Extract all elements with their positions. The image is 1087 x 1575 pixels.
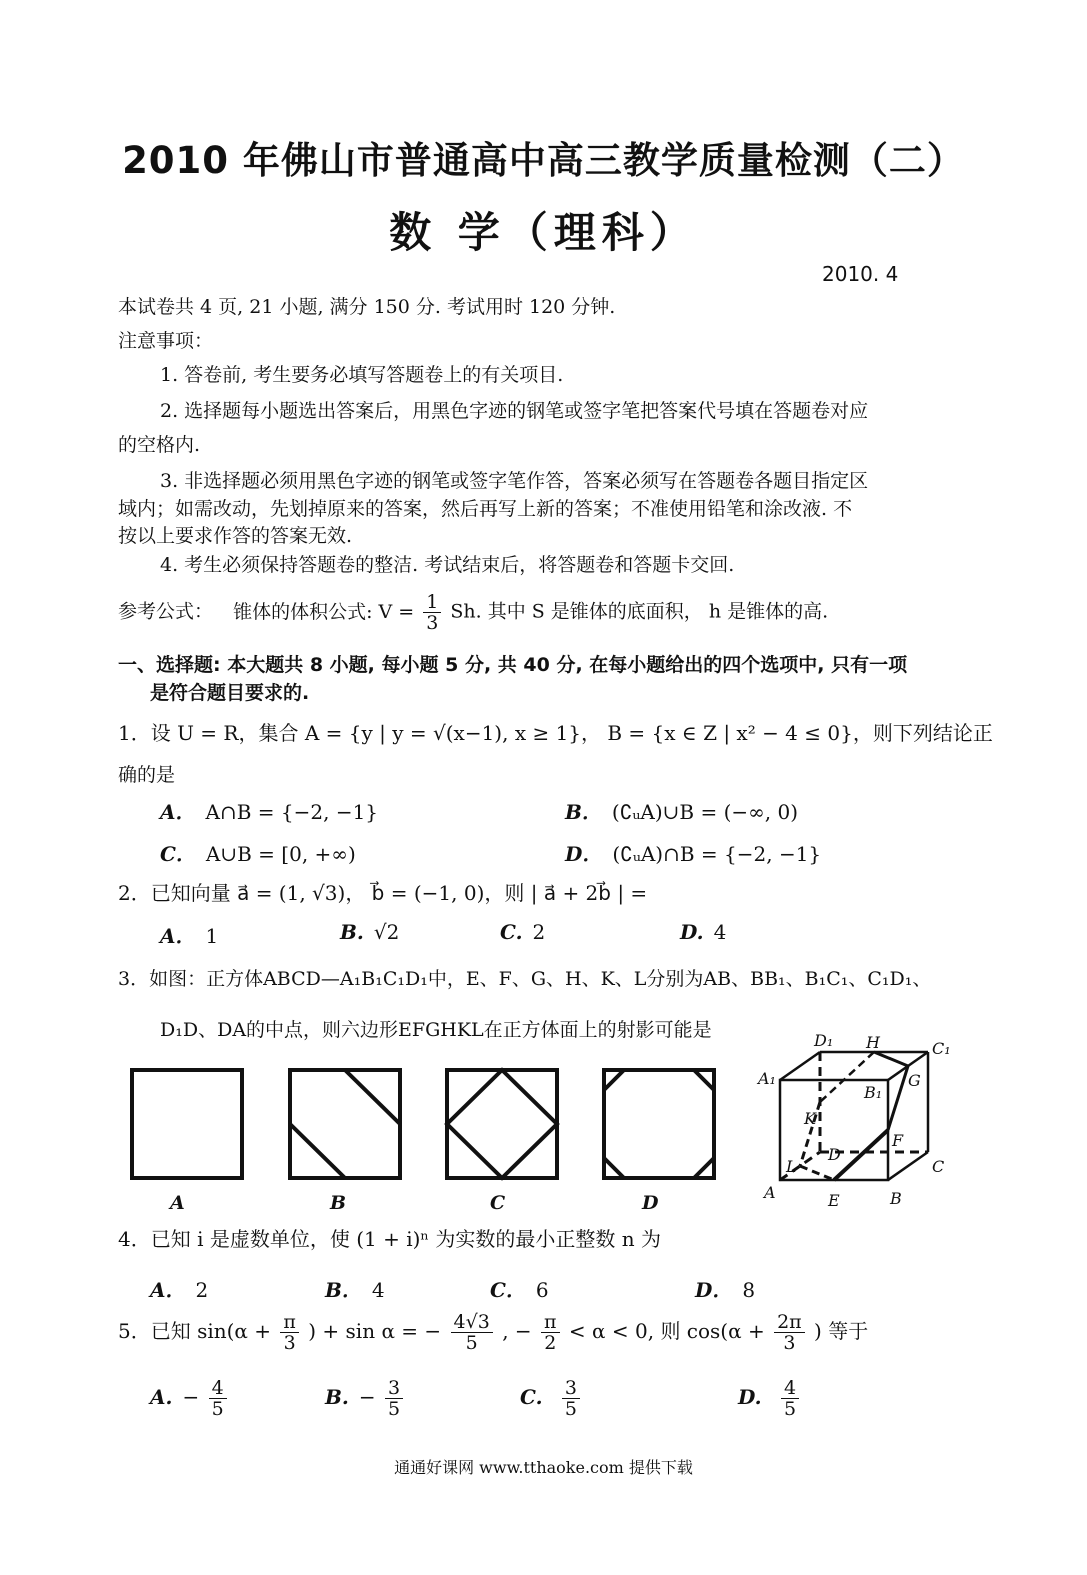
q5-frac-pi3 (280, 1312, 299, 1353)
q5-stem (118, 1312, 868, 1353)
option-text: 1 (205, 924, 219, 948)
option-label: B. (325, 1385, 349, 1409)
label-d: D (828, 1145, 841, 1164)
notice-2-cont: 的空格内. (118, 434, 201, 456)
q5-option-a (150, 1378, 230, 1419)
option-label: C. (520, 1385, 543, 1409)
formula-prefix: 锥体的体积公式: V = (233, 600, 415, 623)
section1-heading-cont: 是符合题目要求的. (150, 682, 310, 704)
q3-stem: 3．如图：正方体ABCD—A₁B₁C₁D₁中，E、F、G、H、K、L分别为AB、BB₁、B₁C₁、C₁D₁、 (118, 968, 932, 990)
option-label: C． (490, 1278, 526, 1302)
label-c: C (932, 1157, 945, 1176)
option-label: D. (738, 1385, 762, 1409)
q3-stem-cont: D₁D、DA的中点，则六边形EFGHKL在正方体面上的射影可能是 (160, 1019, 712, 1041)
label-a: A (764, 1183, 776, 1202)
q5-frac-2pi3 (774, 1312, 805, 1353)
label-f: F (892, 1131, 904, 1150)
option-label: D． (695, 1278, 733, 1302)
q4-option-b (325, 1274, 385, 1303)
option-label: B． (325, 1278, 362, 1302)
formula-suffix: Sh. 其中 S 是锥体的底面积， h 是锥体的高. (450, 600, 829, 623)
q2-option-a (160, 920, 218, 949)
option-label: D. (680, 920, 704, 944)
frac-num: π (541, 1312, 560, 1333)
label-k: K (804, 1109, 816, 1128)
q5-option-d (738, 1378, 802, 1419)
figure-c-label: C (490, 1192, 506, 1214)
q5-frac-pi2 (541, 1312, 560, 1353)
option-text: 2 (195, 1278, 209, 1302)
exam-summary: 本试卷共 4 页, 21 小题, 满分 150 分. 考试用时 120 分钟. (118, 296, 616, 318)
q4-stem: 4．已知 i 是虚数单位，使 (1 + i)ⁿ 为实数的最小正整数 n 为 (118, 1227, 661, 1251)
option-text: 2 (532, 920, 546, 944)
option-label: A． (160, 924, 196, 948)
frac-den: 5 (564, 1398, 577, 1420)
option-label: B. (340, 920, 364, 944)
q5-frac-4sqrt3-5 (451, 1312, 493, 1353)
q2-option-d (680, 920, 726, 944)
notice-3-cont: 域内；如需改动，先划掉原来的答案，然后再写上新的答案；不准使用铅笔和涂改液. 不 (118, 498, 853, 520)
frac-den: 5 (465, 1332, 478, 1354)
notice-3-cont2: 按以上要求作答的答案无效. (118, 525, 353, 547)
formula-line (118, 592, 828, 633)
q4-option-c (490, 1274, 549, 1303)
frac-num: 2π (774, 1312, 805, 1333)
frac-num: π (280, 1312, 299, 1333)
q1-stem: 1．设 U = R，集合 A = {y | y = √(x−1), x ≥ 1}， B = {x ∈ Z | x² − 4 ≤ 0}，则下列结论正 (118, 721, 993, 745)
q5-part: < α < 0, 则 cos(α + (568, 1319, 765, 1343)
option-sign: − (182, 1385, 200, 1409)
q5-part: , − (502, 1319, 532, 1343)
q3-figures (120, 1030, 970, 1220)
formula-fraction (423, 592, 441, 633)
label-e: E (828, 1191, 840, 1210)
formula-num: 1 (423, 592, 441, 613)
q1-option-d (565, 838, 821, 867)
cube-figure (780, 1052, 928, 1180)
q2-option-b (340, 920, 399, 944)
option-text: (∁ᵤA)∪B = (−∞, 0) (611, 800, 799, 824)
exam-date: 2010. 4 (822, 262, 899, 286)
option-text: A∩B = {−2, −1} (205, 800, 379, 824)
q5-part: ) 等于 (814, 1319, 869, 1343)
figure-a (132, 1070, 242, 1178)
option-text: 6 (535, 1278, 549, 1302)
option-text: √2 (373, 920, 400, 944)
label-g: G (908, 1071, 921, 1090)
option-text: (∁ᵤA)∩B = {−2, −1} (612, 842, 822, 866)
option-label: B． (565, 800, 602, 824)
label-b: B (890, 1189, 902, 1208)
formula-den: 3 (426, 612, 439, 634)
figure-c (447, 1070, 557, 1178)
label-l: L (786, 1157, 797, 1176)
q4-option-a (150, 1274, 208, 1303)
q1-option-c (160, 838, 356, 867)
option-label: A． (150, 1278, 186, 1302)
frac-num: 3 (385, 1378, 403, 1399)
subject-title: 数 学（理科） (389, 208, 698, 257)
q5-option-c (520, 1378, 583, 1419)
q5-part: ) + sin α = − (308, 1319, 442, 1343)
figure-a-label: A (170, 1192, 185, 1214)
notice-4: 4. 考生必须保持答题卷的整洁. 考试结束后，将答题卷和答题卡交回. (160, 554, 735, 576)
q1-stem-cont: 确的是 (118, 764, 176, 786)
formula-label: 参考公式： (118, 600, 214, 623)
notice-title: 注意事项： (118, 330, 214, 352)
option-text: 4 (713, 920, 727, 944)
label-d1: D₁ (814, 1031, 834, 1050)
notice-3: 3. 非选择题必须用黑色字迹的钢笔或签字笔作答，答案必须写在答题卷各题目指定区 (160, 470, 869, 492)
frac-num: 4 (209, 1378, 227, 1399)
figure-d-label: D (642, 1192, 659, 1214)
q2-stem: 2．已知向量 a⃗ = (1, √3)， b⃗ = (−1, 0)，则 | a⃗ + 2b⃗ | = (118, 881, 648, 905)
option-label: C． (160, 842, 196, 866)
option-sign: − (358, 1385, 376, 1409)
q4-option-d (695, 1274, 755, 1303)
exam-title: 2010 年佛山市普通高中高三教学质量检测（二） (122, 139, 965, 182)
frac-den: 5 (783, 1398, 797, 1420)
frac-den: 2 (544, 1332, 557, 1354)
option-label: A． (160, 800, 196, 824)
q5-part: 5．已知 sin(α + (118, 1319, 272, 1343)
frac-num: 4 (781, 1378, 799, 1399)
figure-b (290, 1070, 400, 1178)
figure-d (604, 1070, 714, 1178)
notice-2: 2. 选择题每小题选出答案后，用黑色字迹的钢笔或签字笔把答案代号填在答题卷对应 (160, 400, 869, 422)
option-text: A∪B = [0, +∞) (205, 842, 356, 866)
q1-option-b (565, 796, 798, 825)
q1-option-a (160, 796, 378, 825)
frac-den: 3 (283, 1332, 296, 1354)
label-c1: C₁ (932, 1039, 951, 1058)
section1-heading: 一、选择题: 本大题共 8 小题, 每小题 5 分, 共 40 分, 在每小题给出的四个选项中, 只有一项 (118, 654, 908, 676)
option-label: A. (150, 1385, 173, 1409)
label-a1: A₁ (758, 1069, 776, 1088)
option-label: D． (565, 842, 603, 866)
frac-den: 5 (388, 1398, 401, 1420)
option-fraction (385, 1378, 403, 1419)
option-fraction (209, 1378, 227, 1419)
q5-option-b (325, 1378, 406, 1419)
notice-1: 1. 答卷前, 考生要务必填写答题卷上的有关项目. (160, 364, 564, 386)
footer-credit: 通通好课网 www.tthaoke.com 提供下载 (394, 1458, 693, 1477)
label-b1: B₁ (864, 1083, 883, 1102)
frac-num: 3 (562, 1378, 580, 1399)
frac-den: 5 (211, 1398, 224, 1420)
option-fraction (562, 1378, 580, 1419)
q2-option-c (500, 920, 545, 944)
frac-den: 3 (783, 1332, 796, 1354)
option-text: 8 (742, 1278, 756, 1302)
label-h: H (866, 1033, 880, 1052)
option-label: C. (500, 920, 523, 944)
option-text: 4 (371, 1278, 385, 1302)
option-fraction (781, 1378, 799, 1419)
figure-b-label: B (330, 1192, 347, 1214)
frac-num: 4√3 (451, 1312, 493, 1333)
